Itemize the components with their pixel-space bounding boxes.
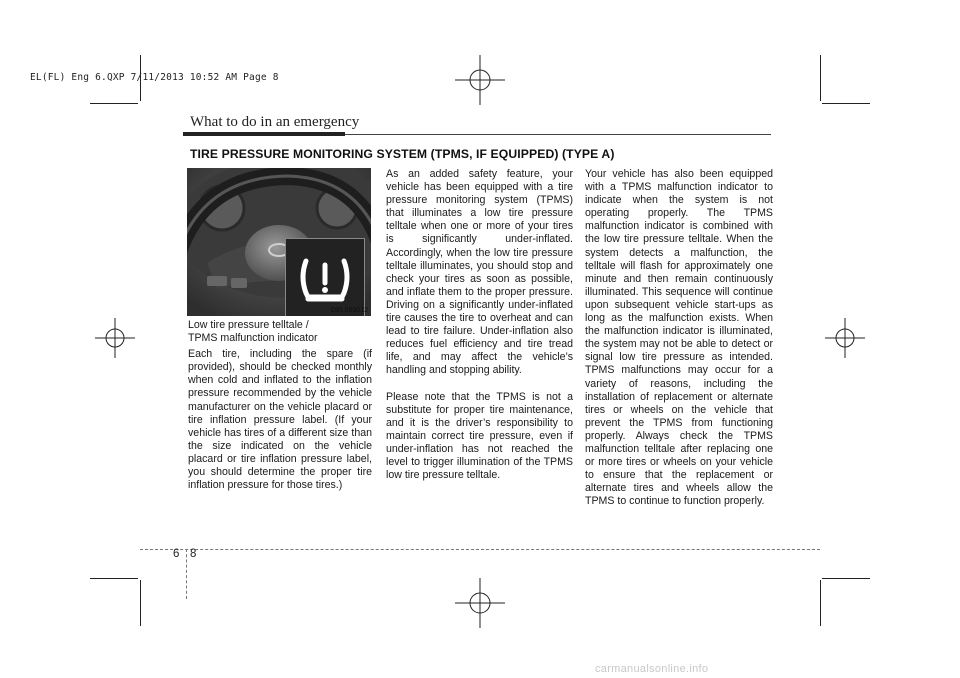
- footer-divider: [186, 549, 187, 599]
- low-tire-pressure-icon: [286, 239, 364, 316]
- registration-mark-bottom: [455, 578, 505, 628]
- column-3-body: Your vehicle has also been equipped with a TPMS malfunction indicator to indicate when the system is not operating properly. The TPMS malfunction indicator is combined with the low tire pressure telltale. When the system detects a malfunction, the telltale will flash for approximately one minute and then remain continuously illuminated. This sequence will continue upon subsequent vehicle start-ups as long as the malfunction exists. When the malfunction indicator is illuminated, the system may not be able to detect or signal low tire pressure as intended. TPMS malfunctions may occur for a variety of reasons, including the installation of replacement or alternate tires or wheels on the vehicle that prevent the TPMS from functioning properly. Always check the TPMS malfunction telltale after replacing one or more tires or wheels on your vehicle to ensure that the replacement or alternate tires and wheels allow the TPMS to continue to function properly.: [585, 168, 773, 508]
- footer-rule: [140, 549, 820, 550]
- column-2: [386, 168, 573, 482]
- registration-mark-top: [455, 55, 505, 105]
- figure-caption: Low tire pressure telltale / TPMS malfunction indicator: [188, 319, 318, 345]
- column-1-body: Each tire, including the spare (if provided), should be checked monthly when cold and inflated to the inflation pressure recommended by the vehicle manufacturer on the vehicle placard or tire inflation pressure label. (If your vehicle has tires of a different size than the size indicated on the vehicle placard or tire inflation pressure label, you should determine the proper tire inflation pressure for those tires.): [188, 348, 372, 492]
- registration-mark-left: [95, 318, 135, 358]
- print-slug: EL(FL) Eng 6.QXP 7/11/2013 10:52 AM Page 8: [30, 72, 279, 83]
- column-1: [188, 319, 372, 492]
- column-3: [585, 168, 773, 508]
- section-bar: [183, 132, 345, 136]
- column-2-paragraph-1: As an added safety feature, your vehicle has been equipped with a tire pressure monitoring system (TPMS) that illuminates a low tire pressure telltale when one or more of your tires is significantly under-inflated. Accordingly, when the low tire pressure telltale illuminates, you should stop and check your tires as soon as possible, and inflate them to the proper pressure. Driving on a significantly under-inflated tire causes the tire to overheat and can lead to tire failure. Under-inflation also reduces fuel efficiency and tire tread life, and may affect the vehicle’s handling and stopping ability.: [386, 168, 573, 377]
- tpms-telltale-inset: [285, 238, 365, 316]
- section-header: What to do in an emergency: [190, 114, 360, 130]
- figure-code: OEL063012: [330, 307, 368, 314]
- page-number: 8: [190, 548, 197, 560]
- dashboard-photo: [187, 168, 371, 316]
- page-title: TIRE PRESSURE MONITORING SYSTEM (TPMS, IF EQUIPPED) (TYPE A): [190, 147, 615, 161]
- chapter-number: 6: [173, 548, 180, 560]
- column-2-paragraph-2: Please note that the TPMS is not a substitute for proper tire maintenance, and it is the driver’s responsibility to maintain correct tire pressure, even if under-inflation has not reached the level to trigger illumination of the TPMS low tire pressure telltale.: [386, 390, 573, 482]
- watermark: carmanualsonline.info: [595, 663, 709, 675]
- registration-mark-right: [825, 318, 865, 358]
- section-rule: [345, 134, 771, 135]
